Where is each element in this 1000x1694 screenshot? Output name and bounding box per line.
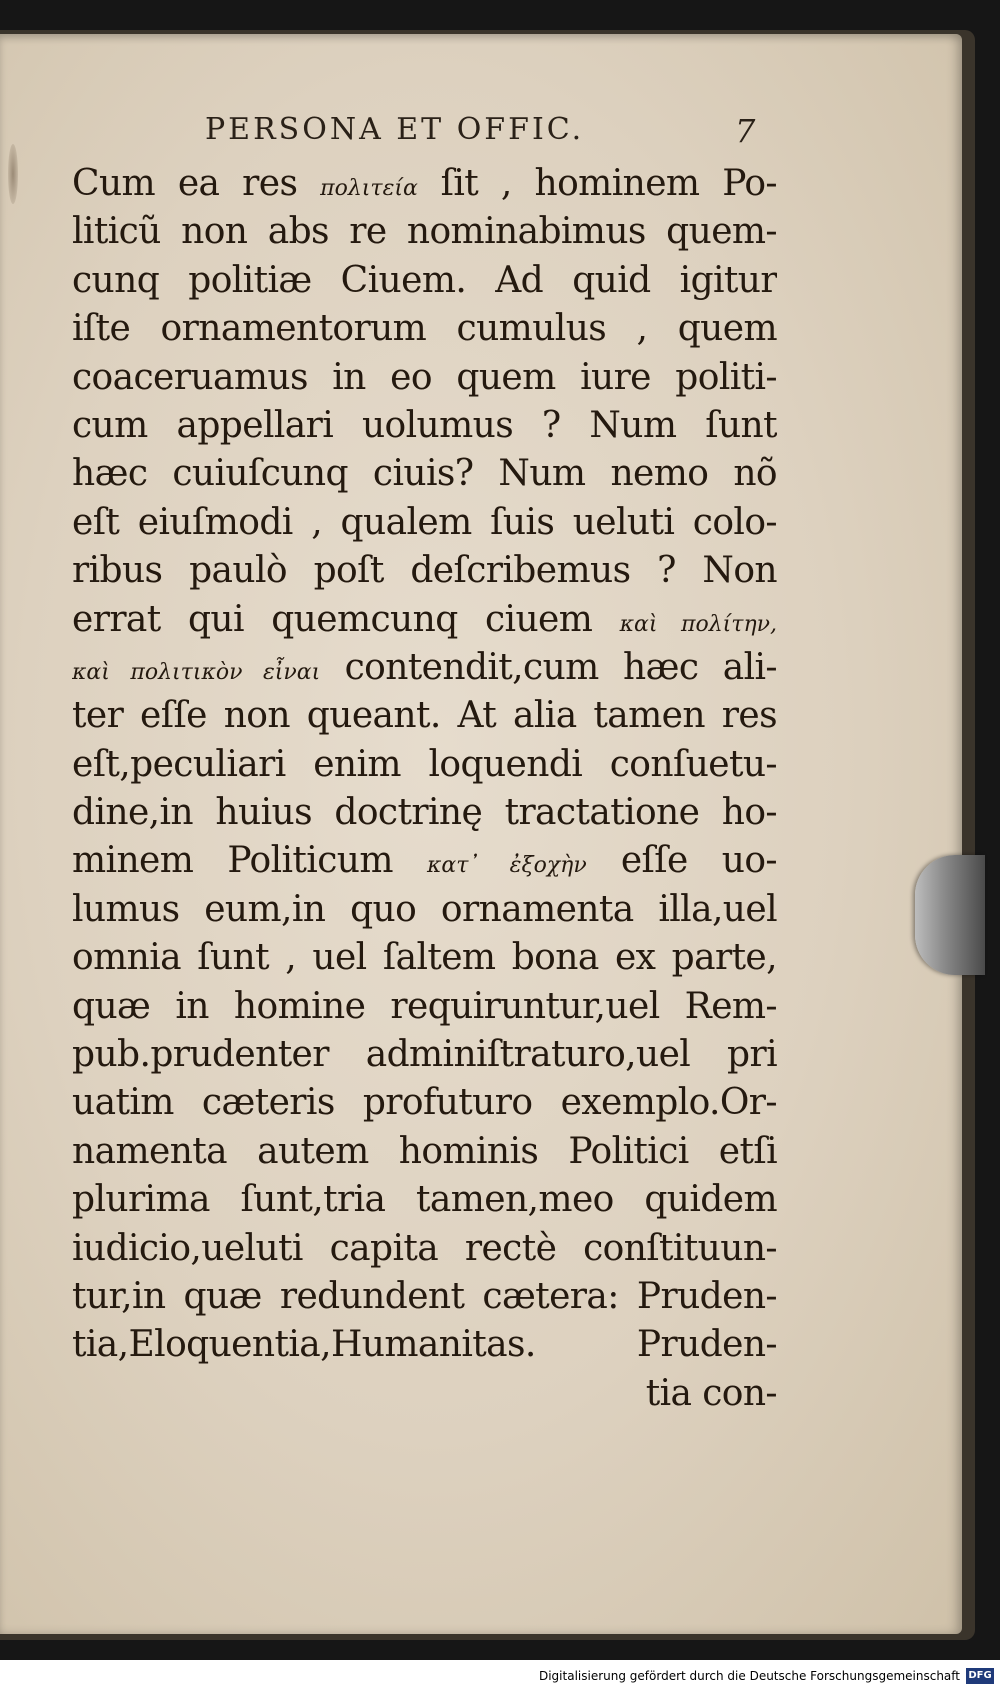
text-line [72,450,777,498]
text-line [72,1225,777,1273]
text-segment: hæc cuiuſcunq ciuis? Num nemo nõ [72,453,777,495]
footer-bar [0,1660,1000,1694]
text-segment: uatim cæteris profuturo exemplo.Or- [72,1082,777,1124]
greek-phrase: καὶ πολιτικὸν εἶναι [72,659,321,685]
text-segment: tur,in quæ redundent cætera: Pruden- [72,1275,777,1317]
greek-phrase: κατ᾽ ἐξοχὴν [426,853,587,879]
text-line [72,547,777,595]
text-segment: namenta autem hominis Politici etſi [72,1130,777,1172]
text-line [72,934,777,982]
text-segment: eſt eiuſmodi , qualem ſuis ueluti colo- [72,501,777,543]
text-line [72,741,777,789]
text-line [72,886,777,934]
text-segment: pub.prudenter adminiſtraturo,uel pri [72,1034,777,1076]
text-segment: iſte ornamentorum cumulus , quem [72,308,777,350]
text-line [72,1128,777,1176]
text-line [72,644,777,692]
text-segment: coaceruamus in eo quem iure politi- [72,356,777,398]
text-line [72,1031,777,1079]
text-line [72,1321,777,1369]
running-head: PERSONA ET OFFIC. [205,112,585,147]
text-line [72,596,777,644]
text-line [72,983,777,1031]
text-line [72,402,777,450]
text-line [72,499,777,547]
text-line [72,354,777,402]
text-line [72,305,777,353]
page-clip [915,855,985,975]
text-segment: Cum ea res [72,163,321,204]
text-segment: omnia ſunt , uel ſaltem bona ex parte, [72,937,777,979]
text-segment: liticũ non abs re nominabimus quem- [72,211,777,253]
text-segment: dine,in huius doctrinę tractatione ho- [72,792,777,834]
page-number: 7 [735,112,756,150]
text-segment: ribus paulò poſt deſcribemus ? Non [72,550,777,592]
text-segment: contendit,cum hæc ali- [320,646,777,688]
text-line [72,208,777,256]
text-segment: minem Politicum [72,840,427,882]
text-line [72,789,777,837]
text-segment: lumus eum,in quo ornamenta illa,uel [72,888,777,930]
text-line [72,692,777,740]
greek-phrase: καὶ πολίτην, [619,611,777,637]
text-segment: ſit , hominem Po- [417,163,777,204]
dfg-logo: DFG [966,1668,994,1684]
text-segment: eſſe uo- [586,840,777,882]
text-line [72,257,777,305]
text-line [72,160,777,208]
text-segment: cum appellari uolumus ? Num ſunt [72,404,777,446]
text-segment: errat qui quemcunq ciuem [72,598,620,640]
text-segment: ter eſſe non queant. At alia tamen res [72,695,777,737]
body-text [72,160,777,1418]
text-segment: cunq politiæ Ciuem. Ad quid igitur [72,259,777,301]
text-segment: quæ in homine requiruntur,uel Rem- [72,985,777,1027]
funding-credit: Digitalisierung gefördert durch die Deutsche Forschungsgemeinschaft [538,1669,960,1683]
text-line [72,1273,777,1321]
text-segment: iudicio,ueluti capita rectè conſtituun- [72,1227,777,1269]
greek-phrase: πολιτεία [320,176,418,201]
text-line [72,1176,777,1224]
text-line [72,837,777,885]
text-segment: plurima ſunt,tria tamen,meo quidem [72,1179,777,1221]
catchword: tia con- [645,1372,777,1414]
text-line [72,1079,777,1127]
text-segment: eſt,peculiari enim loquendi conſuetu- [72,743,777,785]
text-segment: tia,Eloquentia,Humanitas. Pruden- [72,1324,777,1366]
